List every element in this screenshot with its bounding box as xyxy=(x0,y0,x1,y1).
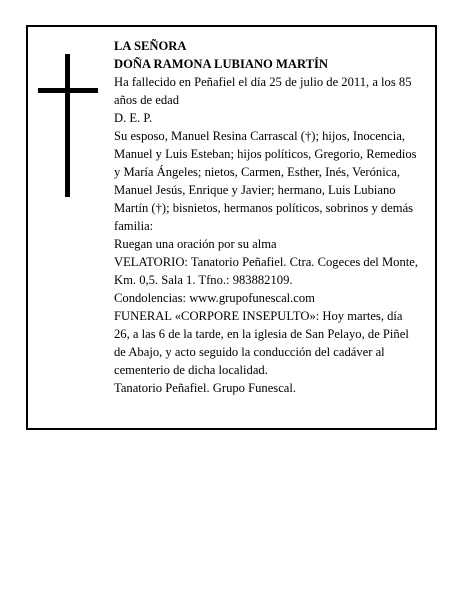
rip-line: D. E. P. xyxy=(114,111,153,125)
condolences-line: Condolencias: www.grupofunescal.com xyxy=(114,291,315,305)
cross-vertical-bar xyxy=(65,54,70,197)
notice-title: LA SEÑORA xyxy=(114,39,187,53)
prayer-request: Ruegan una oración por su alma xyxy=(114,237,277,251)
cross-icon xyxy=(38,54,98,197)
death-announcement: Ha fallecido en Peñafiel el día 25 de julio de 2011, a los 85 años de edad xyxy=(114,75,412,107)
funeral-home-signature: Tanatorio Peñafiel. Grupo Funescal. xyxy=(114,381,297,395)
notice-body xyxy=(114,37,418,397)
family-list: Su esposo, Manuel Resina Carrascal (†); hijos, Inocencia, Manuel y Luis Esteban; hijos políticos, Gregorio, Remedios y María Ángeles; nietos, Carmen, Esther, Inés, Verónica, Manuel Jesús, Enrique y Javier; hermano, Luis Lubiano Martín (†); bisnietos, hermanos políticos, sobrinos y demás familia: xyxy=(114,129,417,233)
wake-info: VELATORIO: Tanatorio Peñafiel. Ctra. Cogeces del Monte, Km. 0,5. Sala 1. Tfno.: 983882109. xyxy=(114,255,418,287)
funeral-info: FUNERAL «CORPORE INSEPULTO»: Hoy martes, día 26, a las 6 de la tarde, en la iglesia de San Pelayo, de Piñel de Abajo, y acto seguido la conducción del cadáver al cementerio de dicha localidad. xyxy=(114,309,409,377)
cross-horizontal-bar xyxy=(38,88,98,93)
deceased-name: DOÑA RAMONA LUBIANO MARTÍN xyxy=(114,57,329,71)
